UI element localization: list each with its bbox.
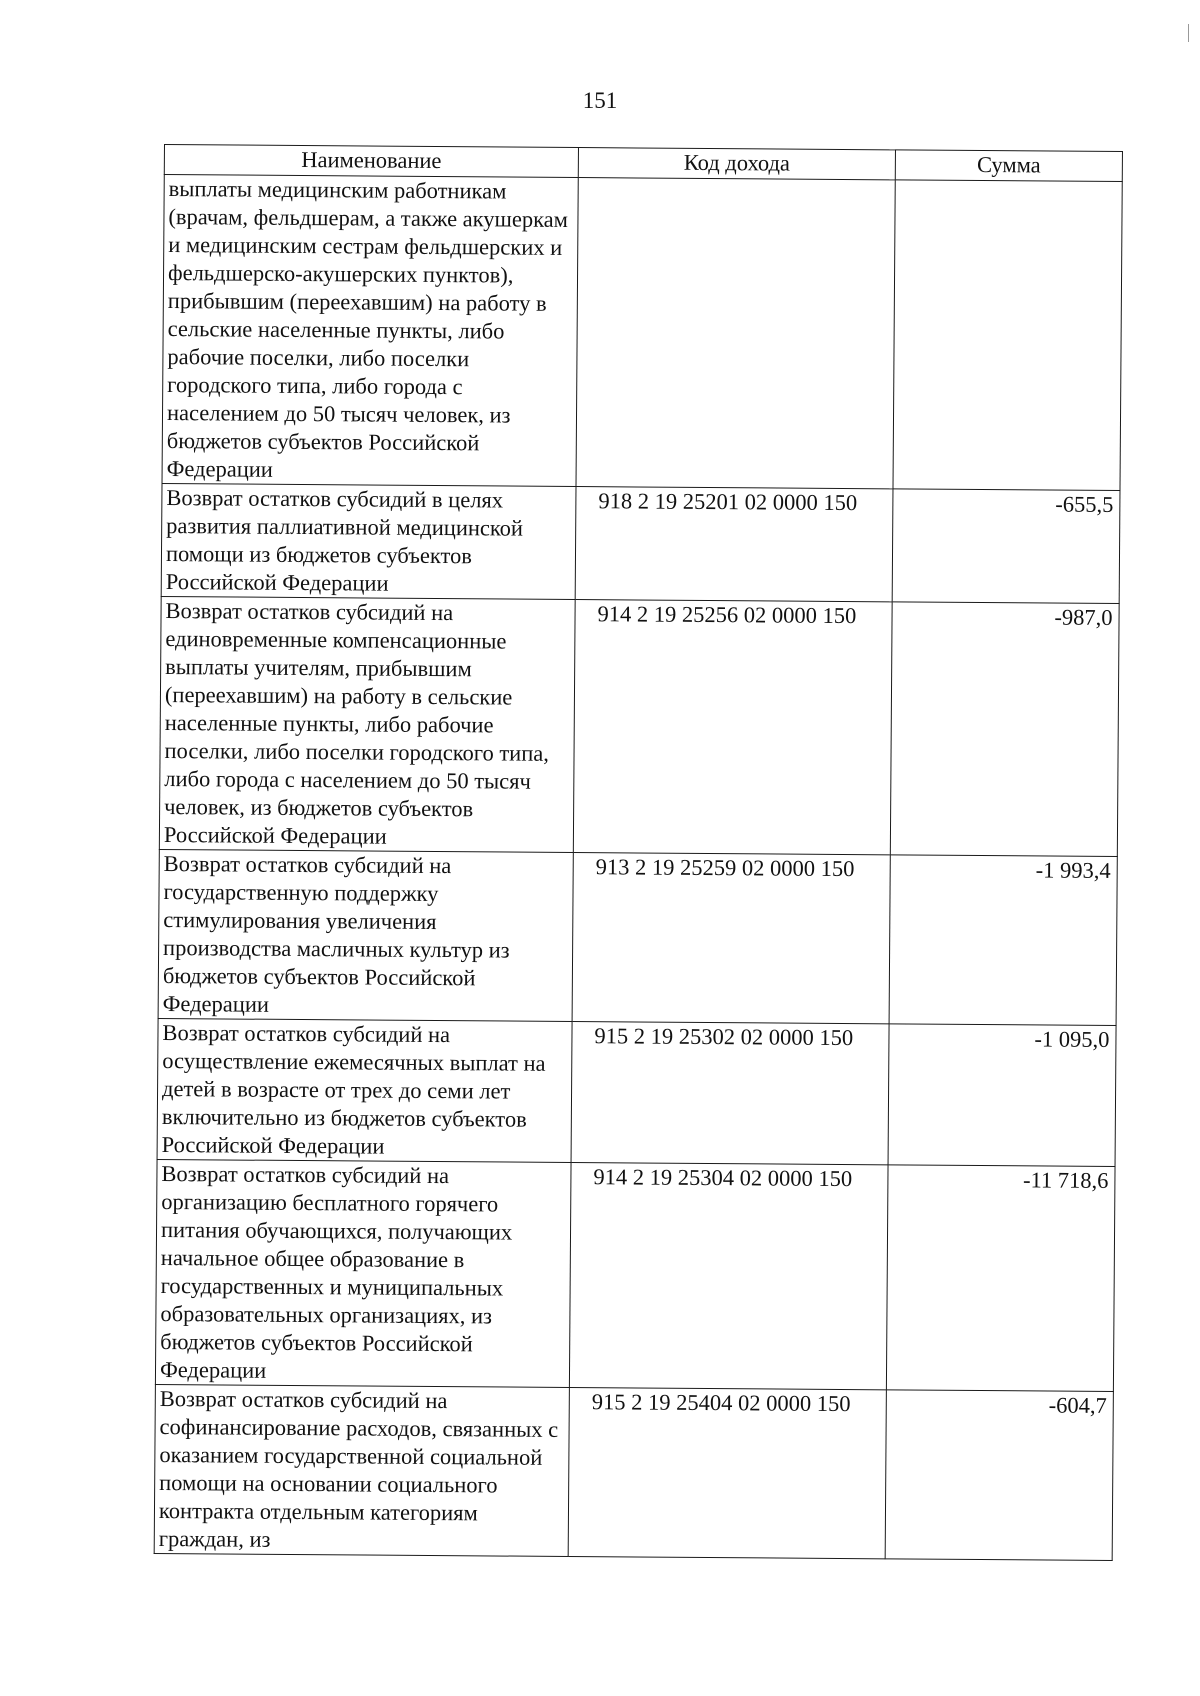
row-name: Возврат остатков субсидий на софинансирование расходов, связанных с оказанием государственной социальной помощи на основании социального контракта отдельным категориям граждан, из <box>154 1384 569 1556</box>
row-code: 913 2 19 25259 02 0000 150 <box>572 853 890 1024</box>
row-name: Возврат остатков субсидий на единовременные компенсационные выплаты учителям, прибывшим (переехавшим) на работу в сельские населенные пункты, либо рабочие поселки, либо поселки городского типа, либо города с населением до 50 тысяч человек, из бюджетов субъектов Российской Федерации <box>159 596 575 852</box>
row-code: 918 2 19 25201 02 0000 150 <box>575 487 893 602</box>
row-sum <box>893 180 1122 491</box>
row-sum: -987,0 <box>890 602 1119 857</box>
row-sum: -11 718,6 <box>886 1165 1115 1392</box>
table-row <box>157 1018 1116 1166</box>
table-row <box>155 1159 1115 1391</box>
row-code <box>576 178 895 489</box>
row-sum: -604,7 <box>885 1390 1113 1561</box>
row-name: выплаты медицинским работникам (врачам, фельдшерам, а также акушеркам и медицинским сестрам фельдшерских и фельдшерско-акушерских пунктов), прибывшим (переехавшим) на работу в сельские населенные пункты, либо рабочие поселки, либо поселки городского типа, либо города с населением до 50 тысяч человек, из бюджетов субъектов Российской Федерации <box>162 175 578 487</box>
row-code: 915 2 19 25302 02 0000 150 <box>571 1022 889 1165</box>
table-row <box>158 849 1117 1025</box>
table-row <box>162 175 1122 491</box>
row-code: 915 2 19 25404 02 0000 150 <box>568 1388 886 1559</box>
table-row <box>159 596 1119 856</box>
row-code: 914 2 19 25256 02 0000 150 <box>573 600 892 855</box>
table-container <box>154 144 1122 1561</box>
row-name: Возврат остатков субсидий на государственную поддержку стимулирования увеличения производства масличных культур из бюджетов субъектов Российской Федерации <box>158 849 573 1021</box>
table-row <box>161 483 1120 603</box>
row-code: 914 2 19 25304 02 0000 150 <box>569 1163 888 1390</box>
table-row <box>154 1384 1113 1560</box>
row-sum: -1 993,4 <box>889 855 1117 1026</box>
row-sum: -1 095,0 <box>888 1024 1116 1167</box>
header-name: Наименование <box>164 145 578 178</box>
revenue-table <box>154 144 1123 1561</box>
row-name: Возврат остатков субсидий на организацию бесплатного горячего питания обучающихся, получающих начальное общее образование в государственных и муниципальных образовательных организациях, из бюджетов субъектов Российской Федерации <box>155 1159 571 1387</box>
row-name: Возврат остатков субсидий на осуществление ежемесячных выплат на детей в возрасте от трех до семи лет включительно из бюджетов субъектов Российской Федерации <box>157 1018 572 1162</box>
header-sum: Сумма <box>895 150 1122 182</box>
row-sum: -655,5 <box>892 489 1120 604</box>
margin-mark <box>1188 24 1189 42</box>
page-number: 151 <box>582 88 618 113</box>
row-name: Возврат остатков субсидий в целях развития паллиативной медицинской помощи из бюджетов субъектов Российской Федерации <box>161 483 576 599</box>
header-code: Код дохода <box>578 148 895 180</box>
